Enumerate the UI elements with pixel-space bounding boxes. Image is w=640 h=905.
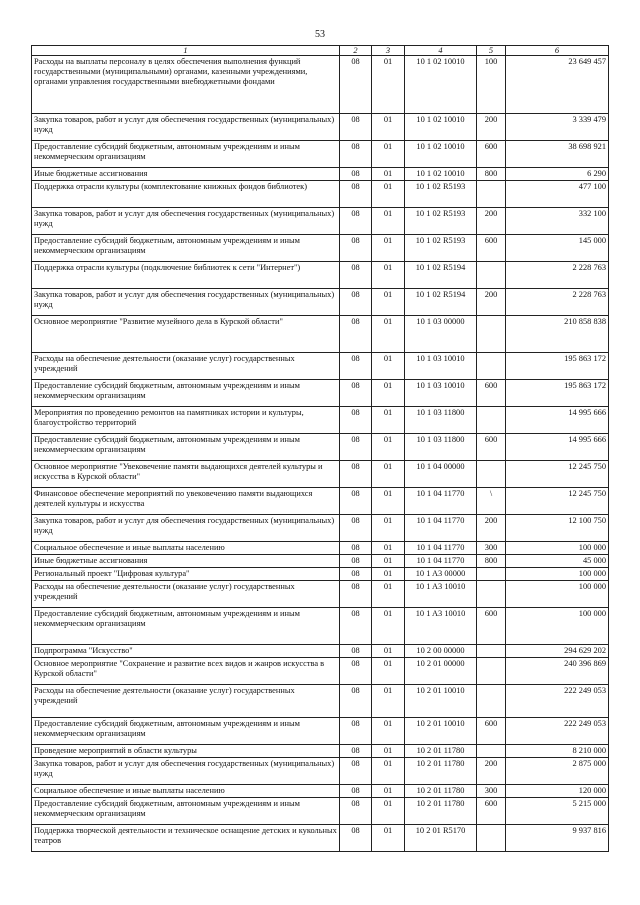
row-name: Предоставление субсидий бюджетным, автономным учреждениям и иным некоммерческим организациям xyxy=(32,380,340,407)
row-target-article: 10 2 01 11780 xyxy=(405,745,477,758)
row-subsection: 01 xyxy=(372,581,405,608)
row-subsection: 01 xyxy=(372,542,405,555)
header-row xyxy=(32,46,609,56)
table-row xyxy=(32,380,609,407)
row-amount: 100 000 xyxy=(506,568,609,581)
row-expense-type: 200 xyxy=(477,208,506,235)
row-expense-type: 600 xyxy=(477,718,506,745)
table-row xyxy=(32,289,609,316)
row-subsection: 01 xyxy=(372,785,405,798)
row-expense-type: 200 xyxy=(477,758,506,785)
row-name: Закупка товаров, работ и услуг для обеспечения государственных (муниципальных) нужд xyxy=(32,114,340,141)
table-row xyxy=(32,555,609,568)
row-amount: 14 995 666 xyxy=(506,434,609,461)
row-subsection: 01 xyxy=(372,685,405,718)
row-subsection: 01 xyxy=(372,316,405,353)
row-amount: 9 937 816 xyxy=(506,825,609,852)
row-target-article: 10 2 01 11780 xyxy=(405,798,477,825)
row-amount: 120 000 xyxy=(506,785,609,798)
table-row xyxy=(32,785,609,798)
row-section: 08 xyxy=(340,758,372,785)
row-target-article: 10 1 02 R5193 xyxy=(405,208,477,235)
row-section: 08 xyxy=(340,745,372,758)
row-name: Подпрограмма "Искусство" xyxy=(32,645,340,658)
row-section: 08 xyxy=(340,407,372,434)
row-expense-type xyxy=(477,685,506,718)
row-name: Закупка товаров, работ и услуг для обеспечения государственных (муниципальных) нужд xyxy=(32,758,340,785)
row-amount: 2 228 763 xyxy=(506,262,609,289)
row-name: Мероприятия по проведению ремонтов на памятниках истории и культуры, благоустройство территорий xyxy=(32,407,340,434)
row-section: 08 xyxy=(340,353,372,380)
row-target-article: 10 2 01 11780 xyxy=(405,758,477,785)
row-target-article: 10 2 01 00000 xyxy=(405,658,477,685)
table-row xyxy=(32,685,609,718)
table-row xyxy=(32,798,609,825)
row-expense-type: 200 xyxy=(477,289,506,316)
row-amount: 222 249 053 xyxy=(506,685,609,718)
row-subsection: 01 xyxy=(372,407,405,434)
row-amount: 332 100 xyxy=(506,208,609,235)
row-subsection: 01 xyxy=(372,825,405,852)
row-target-article: 10 1 02 10010 xyxy=(405,114,477,141)
row-expense-type xyxy=(477,658,506,685)
row-amount: 222 249 053 xyxy=(506,718,609,745)
row-amount: 195 863 172 xyxy=(506,380,609,407)
row-amount: 3 339 479 xyxy=(506,114,609,141)
row-section: 08 xyxy=(340,262,372,289)
row-expense-type: 600 xyxy=(477,798,506,825)
row-expense-type: \ xyxy=(477,488,506,515)
table-row xyxy=(32,461,609,488)
table-row xyxy=(32,488,609,515)
row-name: Региональный проект "Цифровая культура" xyxy=(32,568,340,581)
row-target-article: 10 1 A3 00000 xyxy=(405,568,477,581)
row-target-article: 10 1 04 11770 xyxy=(405,542,477,555)
row-target-article: 10 2 01 10010 xyxy=(405,718,477,745)
row-amount: 100 000 xyxy=(506,581,609,608)
row-section: 08 xyxy=(340,658,372,685)
row-expense-type: 800 xyxy=(477,168,506,181)
row-name: Расходы на обеспечение деятельности (оказание услуг) государственных учреждений xyxy=(32,353,340,380)
row-target-article: 10 2 01 11780 xyxy=(405,785,477,798)
row-expense-type: 200 xyxy=(477,114,506,141)
row-section: 08 xyxy=(340,515,372,542)
row-subsection: 01 xyxy=(372,798,405,825)
table-row xyxy=(32,235,609,262)
row-amount: 210 858 838 xyxy=(506,316,609,353)
row-expense-type xyxy=(477,461,506,488)
row-section: 08 xyxy=(340,316,372,353)
row-name: Закупка товаров, работ и услуг для обеспечения государственных (муниципальных) нужд xyxy=(32,208,340,235)
table-row xyxy=(32,645,609,658)
row-target-article: 10 1 03 00000 xyxy=(405,316,477,353)
row-expense-type xyxy=(477,568,506,581)
table-row xyxy=(32,515,609,542)
row-subsection: 01 xyxy=(372,289,405,316)
row-expense-type: 100 xyxy=(477,56,506,114)
row-amount: 12 100 750 xyxy=(506,515,609,542)
row-amount: 14 995 666 xyxy=(506,407,609,434)
table-row xyxy=(32,353,609,380)
row-amount: 240 396 869 xyxy=(506,658,609,685)
table-row xyxy=(32,758,609,785)
row-subsection: 01 xyxy=(372,758,405,785)
row-subsection: 01 xyxy=(372,181,405,208)
row-name: Иные бюджетные ассигнования xyxy=(32,555,340,568)
row-name: Основное мероприятие "Увековечение памяти выдающихся деятелей культуры и искусства в Курской области" xyxy=(32,461,340,488)
row-amount: 145 000 xyxy=(506,235,609,262)
row-name: Предоставление субсидий бюджетным, автономным учреждениям и иным некоммерческим организациям xyxy=(32,718,340,745)
table-row xyxy=(32,407,609,434)
table-row xyxy=(32,168,609,181)
row-subsection: 01 xyxy=(372,488,405,515)
table-row xyxy=(32,262,609,289)
row-amount: 477 100 xyxy=(506,181,609,208)
row-subsection: 01 xyxy=(372,380,405,407)
row-subsection: 01 xyxy=(372,461,405,488)
table-row xyxy=(32,718,609,745)
row-target-article: 10 1 04 11770 xyxy=(405,555,477,568)
row-name: Поддержка отрасли культуры (комплектование книжных фондов библиотек) xyxy=(32,181,340,208)
row-subsection: 01 xyxy=(372,353,405,380)
row-subsection: 01 xyxy=(372,568,405,581)
header-expense-type: 5 xyxy=(477,46,506,56)
row-subsection: 01 xyxy=(372,114,405,141)
row-expense-type: 600 xyxy=(477,141,506,168)
row-section: 08 xyxy=(340,289,372,316)
row-subsection: 01 xyxy=(372,745,405,758)
row-expense-type: 600 xyxy=(477,434,506,461)
row-section: 08 xyxy=(340,555,372,568)
row-section: 08 xyxy=(340,542,372,555)
row-expense-type: 200 xyxy=(477,515,506,542)
row-section: 08 xyxy=(340,785,372,798)
budget-table xyxy=(31,45,609,852)
table-row xyxy=(32,56,609,114)
row-subsection: 01 xyxy=(372,56,405,114)
row-expense-type: 600 xyxy=(477,235,506,262)
row-section: 08 xyxy=(340,114,372,141)
row-section: 08 xyxy=(340,168,372,181)
row-name: Финансовое обеспечение мероприятий по увековечению памяти выдающихся деятелей культуры и искусства xyxy=(32,488,340,515)
row-expense-type xyxy=(477,181,506,208)
row-amount: 12 245 750 xyxy=(506,461,609,488)
row-section: 08 xyxy=(340,825,372,852)
table-row xyxy=(32,434,609,461)
row-amount: 100 000 xyxy=(506,542,609,555)
row-target-article: 10 1 03 10010 xyxy=(405,353,477,380)
row-subsection: 01 xyxy=(372,235,405,262)
row-section: 08 xyxy=(340,798,372,825)
row-section: 08 xyxy=(340,56,372,114)
table-row xyxy=(32,208,609,235)
row-name: Предоставление субсидий бюджетным, автономным учреждениям и иным некоммерческим организациям xyxy=(32,434,340,461)
row-target-article: 10 1 02 10010 xyxy=(405,56,477,114)
row-target-article: 10 1 02 10010 xyxy=(405,168,477,181)
page-number: 53 xyxy=(315,29,325,40)
row-subsection: 01 xyxy=(372,434,405,461)
row-name: Поддержка отрасли культуры (подключение библиотек к сети "Интернет") xyxy=(32,262,340,289)
row-expense-type xyxy=(477,745,506,758)
row-expense-type xyxy=(477,262,506,289)
row-expense-type: 600 xyxy=(477,380,506,407)
row-subsection: 01 xyxy=(372,515,405,542)
row-name: Поддержка творческой деятельности и техническое оснащение детских и кукольных театров xyxy=(32,825,340,852)
table-row xyxy=(32,114,609,141)
row-section: 08 xyxy=(340,581,372,608)
row-name: Иные бюджетные ассигнования xyxy=(32,168,340,181)
row-name: Основное мероприятие "Развитие музейного дела в Курской области" xyxy=(32,316,340,353)
row-target-article: 10 1 03 11800 xyxy=(405,407,477,434)
row-target-article: 10 1 04 00000 xyxy=(405,461,477,488)
row-amount: 195 863 172 xyxy=(506,353,609,380)
row-amount: 12 245 750 xyxy=(506,488,609,515)
row-amount: 294 629 202 xyxy=(506,645,609,658)
row-target-article: 10 2 01 R5170 xyxy=(405,825,477,852)
header-name: 1 xyxy=(32,46,340,56)
row-expense-type: 300 xyxy=(477,785,506,798)
table-row xyxy=(32,825,609,852)
row-amount: 45 000 xyxy=(506,555,609,568)
table-row xyxy=(32,608,609,645)
row-name: Предоставление субсидий бюджетным, автономным учреждениям и иным некоммерческим организациям xyxy=(32,141,340,168)
row-section: 08 xyxy=(340,685,372,718)
row-name: Основное мероприятие "Сохранение и развитие всех видов и жанров искусства в Курской области" xyxy=(32,658,340,685)
row-expense-type xyxy=(477,825,506,852)
row-name: Расходы на выплаты персоналу в целях обеспечения выполнения функций государственными (муниципальными) органами, казенными учреждениями, органами управления государственными внебюджетными фондами xyxy=(32,56,340,114)
row-amount: 23 649 457 xyxy=(506,56,609,114)
row-amount: 2 875 000 xyxy=(506,758,609,785)
table-row xyxy=(32,316,609,353)
row-name: Расходы на обеспечение деятельности (оказание услуг) государственных учреждений xyxy=(32,581,340,608)
table-body xyxy=(32,56,609,852)
row-expense-type xyxy=(477,316,506,353)
row-section: 08 xyxy=(340,645,372,658)
row-section: 08 xyxy=(340,461,372,488)
table-row xyxy=(32,745,609,758)
row-subsection: 01 xyxy=(372,262,405,289)
row-name: Расходы на обеспечение деятельности (оказание услуг) государственных учреждений xyxy=(32,685,340,718)
row-subsection: 01 xyxy=(372,141,405,168)
row-expense-type xyxy=(477,645,506,658)
row-subsection: 01 xyxy=(372,208,405,235)
row-subsection: 01 xyxy=(372,658,405,685)
row-expense-type xyxy=(477,581,506,608)
row-amount: 6 290 xyxy=(506,168,609,181)
row-section: 08 xyxy=(340,208,372,235)
table-row xyxy=(32,542,609,555)
row-section: 08 xyxy=(340,718,372,745)
row-expense-type xyxy=(477,407,506,434)
row-target-article: 10 1 03 11800 xyxy=(405,434,477,461)
header-target-article: 4 xyxy=(405,46,477,56)
row-name: Социальное обеспечение и иные выплаты населению xyxy=(32,785,340,798)
row-expense-type: 600 xyxy=(477,608,506,645)
row-target-article: 10 2 01 10010 xyxy=(405,685,477,718)
header-subsection: 3 xyxy=(372,46,405,56)
table-row xyxy=(32,181,609,208)
row-expense-type xyxy=(477,353,506,380)
row-target-article: 10 2 00 00000 xyxy=(405,645,477,658)
row-section: 08 xyxy=(340,608,372,645)
row-section: 08 xyxy=(340,181,372,208)
row-name: Предоставление субсидий бюджетным, автономным учреждениям и иным некоммерческим организациям xyxy=(32,798,340,825)
row-target-article: 10 1 A3 10010 xyxy=(405,581,477,608)
row-amount: 8 210 000 xyxy=(506,745,609,758)
header-amount: 6 xyxy=(506,46,609,56)
row-section: 08 xyxy=(340,141,372,168)
row-section: 08 xyxy=(340,488,372,515)
row-target-article: 10 1 02 R5193 xyxy=(405,181,477,208)
row-subsection: 01 xyxy=(372,645,405,658)
row-section: 08 xyxy=(340,568,372,581)
row-name: Предоставление субсидий бюджетным, автономным учреждениям и иным некоммерческим организациям xyxy=(32,235,340,262)
row-section: 08 xyxy=(340,380,372,407)
row-expense-type: 800 xyxy=(477,555,506,568)
row-amount: 2 228 763 xyxy=(506,289,609,316)
row-section: 08 xyxy=(340,434,372,461)
row-target-article: 10 1 02 R5194 xyxy=(405,262,477,289)
row-subsection: 01 xyxy=(372,718,405,745)
row-expense-type: 300 xyxy=(477,542,506,555)
row-subsection: 01 xyxy=(372,608,405,645)
table-row xyxy=(32,658,609,685)
table-row xyxy=(32,141,609,168)
row-name: Предоставление субсидий бюджетным, автономным учреждениям и иным некоммерческим организациям xyxy=(32,608,340,645)
row-amount: 100 000 xyxy=(506,608,609,645)
row-target-article: 10 1 04 11770 xyxy=(405,515,477,542)
row-subsection: 01 xyxy=(372,168,405,181)
table-row xyxy=(32,581,609,608)
row-target-article: 10 1 04 11770 xyxy=(405,488,477,515)
row-amount: 5 215 000 xyxy=(506,798,609,825)
row-name: Закупка товаров, работ и услуг для обеспечения государственных (муниципальных) нужд xyxy=(32,515,340,542)
row-amount: 38 698 921 xyxy=(506,141,609,168)
row-name: Социальное обеспечение и иные выплаты населению xyxy=(32,542,340,555)
row-target-article: 10 1 03 10010 xyxy=(405,380,477,407)
row-target-article: 10 1 02 10010 xyxy=(405,141,477,168)
row-target-article: 10 1 02 R5193 xyxy=(405,235,477,262)
row-target-article: 10 1 02 R5194 xyxy=(405,289,477,316)
row-name: Закупка товаров, работ и услуг для обеспечения государственных (муниципальных) нужд xyxy=(32,289,340,316)
row-name: Проведение мероприятий в области культуры xyxy=(32,745,340,758)
header-section: 2 xyxy=(340,46,372,56)
row-section: 08 xyxy=(340,235,372,262)
row-subsection: 01 xyxy=(372,555,405,568)
row-target-article: 10 1 A3 10010 xyxy=(405,608,477,645)
table-row xyxy=(32,568,609,581)
